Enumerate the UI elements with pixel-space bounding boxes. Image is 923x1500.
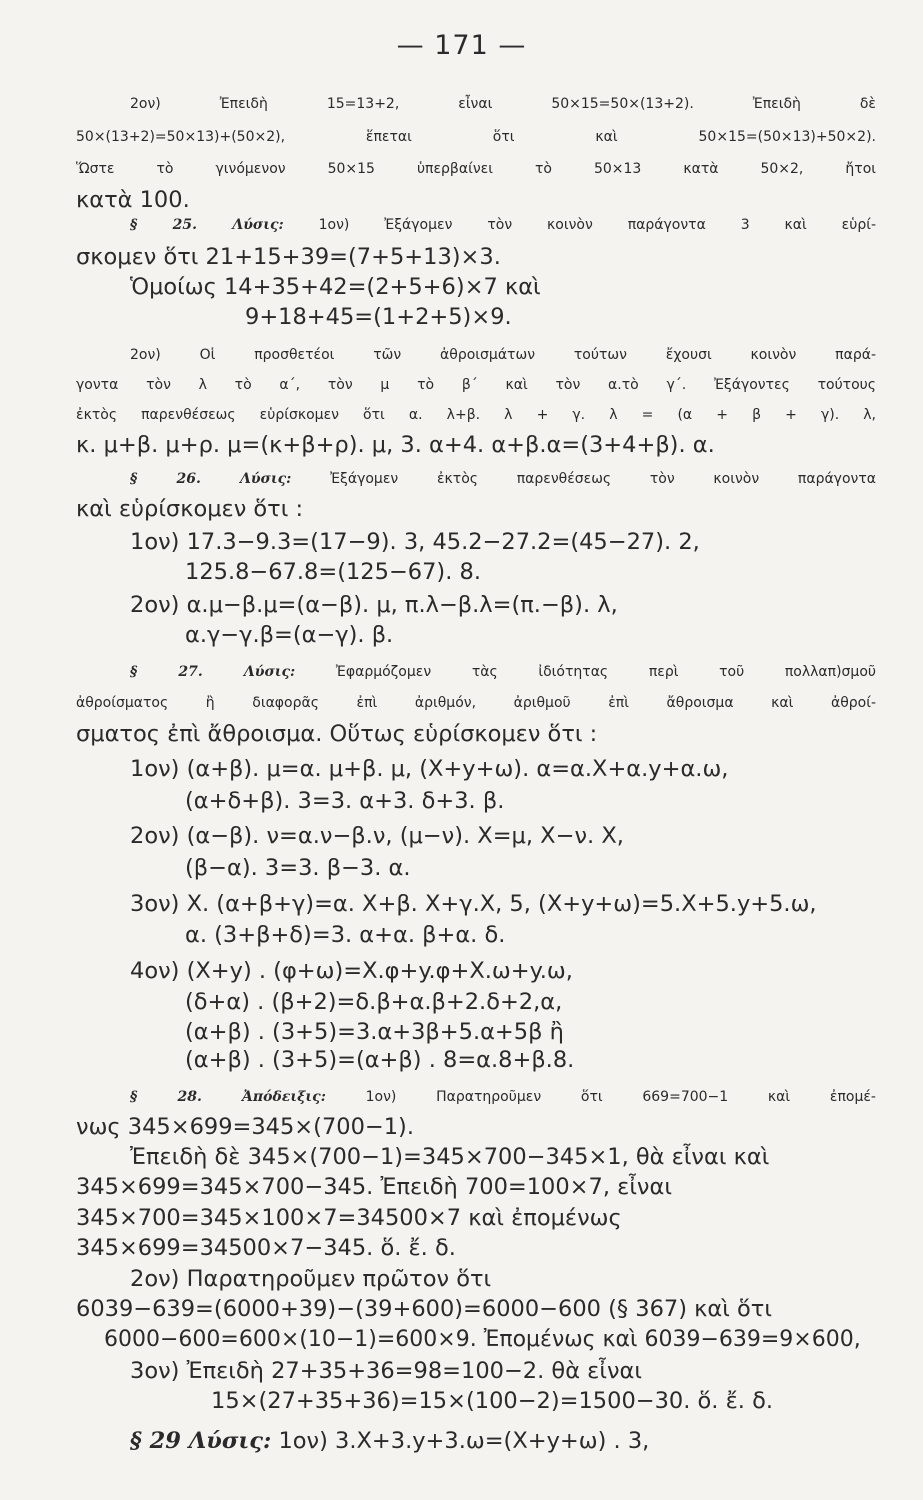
text-line: Ὁμοίως 14+35+42=(2+5+6)×7 καὶ — [130, 274, 541, 300]
text-line: Ὥστε τὸ γινόμενον 50×15 ὑπερβαίνει τὸ 50×13 κατὰ 50×2, ἤτοι — [76, 161, 876, 177]
text-line: 6039−639=(6000+39)−(39+600)=6000−600 (§ 367) καὶ ὅτι — [76, 1296, 772, 1322]
text-line: κατὰ 100. — [76, 187, 190, 213]
text-line: (α+β) . (3+5)=(α+β) . 8=α.8+β.8. — [185, 1047, 575, 1073]
text-line: καὶ εὑρίσκομεν ὅτι : — [76, 496, 304, 522]
text-line: σματος ἐπὶ ἄθροισμα. Οὕτως εὑρίσκομεν ὅτι : — [76, 721, 598, 747]
text-line: 50×(13+2)=50×13)+(50×2), ἕπεται ὅτι καὶ 50×15=(50×13)+50×2). — [76, 129, 876, 145]
text-line: 2ον) Παρατηροῦμεν πρῶτον ὅτι — [130, 1266, 492, 1292]
section-25-heading: § 25. Λύσις: 1ον) Ἐξάγομεν τὸν κοινὸν παράγοντα 3 καὶ εὑρί- — [130, 217, 877, 233]
text-line: 2ον) Ἐπειδὴ 15=13+2, εἶναι 50×15=50×(13+2). Ἐπειδὴ δὲ — [130, 96, 876, 112]
text-line: (α+δ+β). 3=3. α+3. δ+3. β. — [185, 788, 505, 814]
text-line: α. (3+β+δ)=3. α+α. β+α. δ. — [185, 922, 506, 948]
text-line: 2ον) α.μ−β.μ=(α−β). μ, π.λ−β.λ=(π.−β). λ, — [130, 592, 618, 618]
section-27-heading: § 27. Λύσις: Ἐφαρμόζομεν τὰς ἰδιότητας περὶ τοῦ πολλαπ)σμοῦ — [130, 664, 876, 680]
text-line: 3ον) Χ. (α+β+γ)=α. Χ+β. Χ+γ.Χ, 5, (Χ+y+ω)=5.Χ+5.y+5.ω, — [130, 891, 817, 917]
text-line: σκομεν ὅτι 21+15+39=(7+5+13)×3. — [76, 244, 501, 270]
text-line: 15×(27+35+36)=15×(100−2)=1500−30. ὅ. ἔ. δ. — [211, 1388, 773, 1414]
text-line: 2ον) (α−β). ν=α.ν−β.ν, (μ−ν). Χ=μ, Χ−ν. Χ, — [130, 823, 624, 849]
text-line: 2ον) Οἱ προσθετέοι τῶν ἀθροισμάτων τούτων ἔχουσι κοινὸν παρά- — [130, 347, 876, 363]
text-line: 4ον) (Χ+y) . (φ+ω)=Χ.φ+y.φ+Χ.ω+y.ω, — [130, 958, 573, 984]
text-line: 345×699=345×700−345. Ἐπειδὴ 700=100×7, εἶναι — [76, 1174, 672, 1200]
text-line: 1ον) 17.3−9.3=(17−9). 3, 45.2−27.2=(45−27). 2, — [130, 529, 700, 555]
text-line: 125.8−67.8=(125−67). 8. — [185, 559, 481, 585]
text-line: Ἐπειδὴ δὲ 345×(700−1)=345×700−345×1, θὰ εἶναι καὶ — [130, 1144, 770, 1170]
text-line: (δ+α) . (β+2)=δ.β+α.β+2.δ+2,α, — [185, 989, 563, 1015]
section-29-heading: § 29 Λύσις: 1ον) 3.Χ+3.y+3.ω=(Χ+y+ω) . 3, — [130, 1428, 650, 1454]
section-26-heading: § 26. Λύσις: Ἐξάγομεν ἐκτὸς παρενθέσεως τὸν κοινὸν παράγοντα — [130, 471, 877, 487]
text-line: 1ον) (α+β). μ=α. μ+β. μ, (Χ+y+ω). α=α.Χ+α.y+α.ω, — [130, 756, 729, 782]
section-28-heading: § 28. Ἀπόδειξις: 1ον) Παρατηροῦμεν ὅτι 669=700−1 καὶ ἐπομέ- — [130, 1089, 876, 1105]
text-line: ἀθροίσματος ἢ διαφορᾶς ἐπὶ ἀριθμόν, ἀριθμοῦ ἐπὶ ἄθροισμα καὶ ἀθροί- — [76, 695, 876, 711]
text-line: α.γ−γ.β=(α−γ). β. — [185, 622, 394, 648]
text-line: γοντα τὸν λ τὸ α΄, τὸν μ τὸ β΄ καὶ τὸν α.τὸ γ΄. Ἐξάγοντες τούτους — [76, 377, 876, 393]
text-line: ἐκτὸς παρενθέσεως εὑρίσκομεν ὅτι α. λ+β. λ + γ. λ = (α + β + γ). λ, — [76, 407, 876, 423]
text-line: κ. μ+β. μ+ρ. μ=(κ+β+ρ). μ, 3. α+4. α+β.α=(3+4+β). α. — [76, 432, 715, 458]
text-line: (β−α). 3=3. β−3. α. — [185, 855, 411, 881]
text-line: 9+18+45=(1+2+5)×9. — [245, 304, 512, 330]
text-line: 345×700=345×100×7=34500×7 καὶ ἐπομένως — [76, 1205, 622, 1231]
text-line: 345×699=34500×7−345. ὅ. ἔ. δ. — [76, 1235, 456, 1261]
text-line: νως 345×699=345×(700−1). — [76, 1114, 414, 1140]
text-line: 3ον) Ἐπειδὴ 27+35+36=98=100−2. θὰ εἶναι — [130, 1358, 642, 1384]
text-line: (α+β) . (3+5)=3.α+3β+5.α+5β ἢ — [185, 1019, 564, 1045]
text-line: 6000−600=600×(10−1)=600×9. Ἐπομένως καὶ 6039−639=9×600, — [104, 1327, 861, 1352]
page-number: — 171 — — [396, 30, 527, 61]
